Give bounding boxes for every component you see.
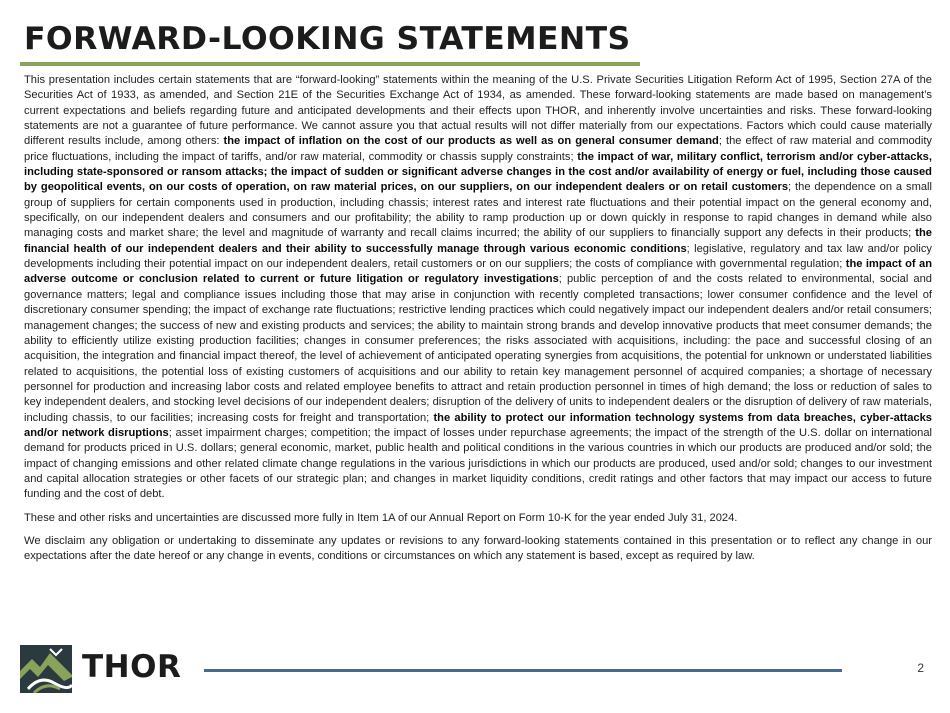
text-segment: ; the effect of raw material and commodity price fluctuations, including the impact of tariffs, and/or raw material, commodity or chassis supply constraints; (24, 135, 933, 163)
highlighted-risk-war-energy: the impact of war, military conflict, terrorism and/or cyber-attacks, including state-sponsored or ransom attacks; the impact of sudden or significant adverse changes in the cost and/or availability of energy or fuel, including those caused by geopolitical events, on our costs of operation, on raw material prices, on our suppliers, on our independent dealers or on retail customers (24, 150, 932, 194)
paragraph-risk-reference: These and other risks and uncertainties are discussed more fully in Item 1A of our Annual Report on Form 10-K for the year ended July 31, 2024. (24, 511, 738, 524)
brand-wordmark: THOR (82, 649, 182, 685)
page-number: 2 (917, 661, 924, 675)
text-segment: ; legislative, regulatory and tax law and/or policy developments including their potential impact on our independent dealers, retail customers or on our suppliers; the costs of compliance with governmental regulation; (24, 242, 933, 271)
highlighted-risk-inflation: the impact of inflation on the cost of our products as well as on general consumer demand (223, 135, 719, 148)
text-segment: This presentation includes certain statements that are “forward-looking” statements within the meaning of the U.S. Private Securities Litigation Reform Act of 1995, Section 27A of the Securities Act of 1933, as amended, and Section 21E of the Securities Exchange Act of 1934, as amended. These forward-looking statements are made based on management’s current expectations and beliefs regarding future and anticipated developments and their effects upon THOR, and inherently involve uncertainties and risks. These forward-looking statements are not a guarantee of future performance. We cannot assure you that actual results will not differ materially from our expectations. Factors which could cause materially different results include, among others: (24, 74, 932, 148)
highlighted-risk-dealer-health: the financial health of our independent dealers and their ability to successfully manage through various economic conditions (24, 227, 932, 255)
title-underline (20, 62, 640, 66)
highlighted-risk-litigation: the impact of an adverse outcome or conclusion related to current or future litigation or regulatory investigations (24, 258, 932, 286)
thor-mountain-logo-icon (20, 645, 72, 693)
paragraph-disclaimer: We disclaim any obligation or undertaking to disseminate any updates or revisions to any forward-looking statements contained in this presentation or to reflect any change in our expectations after the date hereof or any change in events, conditions or circumstances on which any statement is based, except as required by law. (24, 534, 932, 563)
statement-body (24, 73, 932, 573)
footer-divider (204, 669, 842, 672)
text-segment: ; the dependence on a small group of suppliers for certain components used in production, including chassis; interest rates and interest rate fluctuations and their potential impact on the general economy and, specifically, on our independent dealers and consumers and our profitability; the ability to ramp production up or down quickly in response to rapid changes in demand while also managing costs and market share; the level and magnitude of warranty and recall claims incurred; the ability of our suppliers to financially support any defects in their products; (24, 181, 932, 240)
text-segment: ; asset impairment charges; competition; the impact of losses under repurchase agreements; the impact of the strength of the U.S. dollar on international demand for products priced in U.S. dollars; general economic, market, public health and political conditions in the various countries in which our products are produced and/or sold; the impact of changing emissions and other related climate change regulations in the various jurisdictions in which our products are produced, used and/or sold; changes to our investment and capital allocation strategies or other facets of our strategic plan; and changes in market liquidity conditions, credit ratings and other factors that may impact our access to future funding and the cost of debt. (24, 426, 932, 501)
highlighted-risk-it-security: the ability to protect our information technology systems from data breaches, cyber-attacks and/or network disruptions (24, 411, 932, 439)
page-title: FORWARD-LOOKING STATEMENTS (24, 21, 631, 57)
text-segment: ; public perception of and the costs related to environmental, social and governance matters; legal and compliance issues including those that may arise in conjunction with recently completed transactions; lower consumer confidence and the level of discretionary consumer spending; the impact of exchange rate fluctuations; restrictive lending practices which could negatively impact our independent dealers and/or retail consumers; management changes; the success of new and existing products and services; the ability to maintain strong brands and develop innovative products that meet consumer demands; the ability to efficiently utilize existing production facilities; changes in consumer preferences; the risks associated with acquisitions, including: the pace and successful closing of an acquisition, the integration and financial impact thereof, the level of achievement of anticipated operating synergies from acquisitions, the potential for unknown or understated liabilities related to acquisitions, the potential loss of existing customers of acquisitions and our ability to retain key management personnel of acquired companies; a shortage of necessary personnel for production and increasing labor costs and related employee benefits to attract and retain production personnel in times of high demand; the loss or reduction of sales to key independent dealers, and stocking level decisions of our independent dealers; disruption of the delivery of units to independent dealers or the disruption of delivery of raw materials, including chassis, to our facilities; increasing costs for freight and transportation; (24, 273, 932, 424)
paragraph-forward-looking (24, 73, 932, 503)
